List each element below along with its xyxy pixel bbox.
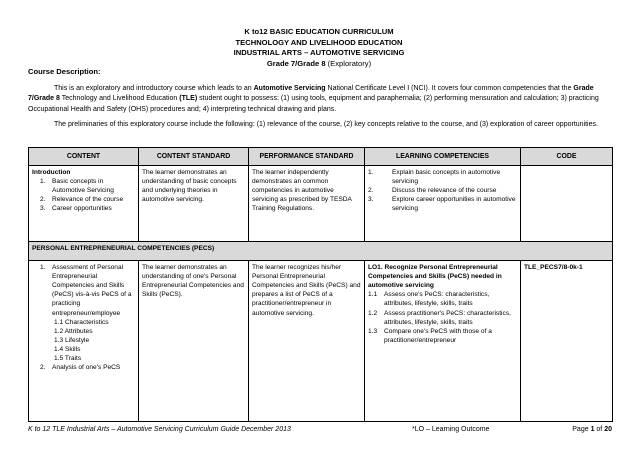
- pecs-content-cell: [29, 261, 139, 422]
- header-code: CODE: [521, 148, 613, 166]
- list-item: 1.5 Traits: [54, 355, 82, 363]
- header-content: CONTENT: [29, 148, 139, 166]
- curriculum-table: [28, 147, 613, 422]
- list-item: 1.1 Assess one's PeCS: characteristics, attributes, lifestyle, skills, traits: [368, 291, 490, 308]
- table-row-section-heading: [29, 242, 613, 261]
- table-row-pecs: [29, 261, 613, 422]
- list-item: 3. Explore career opportunities in automotive servicing: [368, 196, 516, 213]
- p1-text-g: student ought to possess: (1) using tools, equipment and paraphernalia; (2) performing mensuration and calculation; 3) practicing Occupational Health and Safety (OHS) procedures and; 4) interpreting technical drawing and plans.: [28, 95, 599, 113]
- p1-text-b: Automotive Servicing: [253, 85, 326, 92]
- course-description-paragraph-1: [28, 84, 610, 115]
- pecs-competencies-cell: [365, 261, 521, 422]
- page-number: Page 1 of 20: [572, 426, 612, 433]
- p1-text-c: National Certificate Level I (NCI). It covers four common competencies that the: [325, 85, 574, 92]
- grade-label: Grade 7/Grade 8: [266, 58, 326, 68]
- intro-title: Introduction: [32, 169, 71, 177]
- list-item: 1.3 Compare one's PeCS with those of a practitioner/entrepreneur: [368, 327, 492, 344]
- table-row-introduction: [29, 166, 613, 242]
- learning-outcome-title: LO1. Recognize Personal Entrepreneurial Competencies and Skills (PeCS) needed in automotive servicing: [368, 264, 502, 290]
- list-item: 1.3 Lifestyle: [54, 336, 90, 344]
- document-header: [0, 27, 638, 69]
- footer-document-title: K to 12 TLE Industrial Arts – Automotive Servicing Curriculum Guide December 2013: [28, 426, 291, 433]
- intro-performance-standard-cell: The learner independently demonstrates an common competencies in automotive servicing as prescribed by TESDA Training Regulations.: [249, 166, 365, 242]
- list-item: 1.2 Assess practitioner's PeCS: characteristics, attributes, lifestyle, skills, traits: [368, 309, 511, 326]
- list-item: 2. Relevance of the course: [40, 196, 124, 204]
- list-item: 1.2 Attributes: [54, 327, 93, 335]
- list-item: 1. Assessment of Personal Entrepreneurial Competencies and Skills (PeCS) vis-à-vis PeCS of a practicing entrepreneur/employee: [40, 264, 132, 317]
- pecs-content-standard-cell: The learner demonstrates an understanding of one's Personal Entrepreneurial Competencies and Skills (PeCS).: [139, 261, 249, 422]
- list-item: 1.4 Skills: [54, 345, 81, 353]
- header-performance-standard: PERFORMANCE STANDARD: [249, 148, 365, 166]
- list-item: 1. Explain basic concepts in automotive servicing: [368, 169, 501, 186]
- header-line-1: K to12 BASIC EDUCATION CURRICULUM: [244, 27, 394, 36]
- list-item: 1.1 Characteristics: [54, 318, 109, 326]
- p1-text-d: Grade 7/Grade 8: [28, 85, 594, 103]
- p1-text-e: Technology and Livelihood Education: [59, 95, 180, 103]
- intro-content-cell: [29, 166, 139, 242]
- p1-text-a: This is an exploratory and introductory course which leads to an: [54, 85, 254, 92]
- list-item: 2. Analysis of one's PeCS: [40, 364, 121, 372]
- table-header-row: [29, 148, 613, 166]
- intro-code-cell: [521, 166, 613, 242]
- p1-text-f: (TLE): [179, 95, 198, 103]
- pecs-performance-standard-cell: The learner recognizes his/her Personal Entrepreneurial Competencies and Skills (PeCS) and prepares a list of PeCS of a practitioner/entrepreneur in automotive servicing.: [249, 261, 365, 422]
- pecs-code-cell: TLE_PECS7/8-0k-1: [521, 261, 613, 422]
- exploratory-label: (Exploratory): [325, 58, 372, 68]
- footer-lo-note: *LO – Learning Outcome: [412, 426, 490, 433]
- header-content-standard: CONTENT STANDARD: [139, 148, 249, 166]
- intro-content-standard-cell: The learner demonstrates an understanding of basic concepts and underlying theories in automotive servicing.: [139, 166, 249, 242]
- intro-competencies-cell: [365, 166, 521, 242]
- list-item: 3. Career opportunities: [40, 205, 112, 213]
- course-description-label: Course Description:: [28, 67, 101, 76]
- list-item: 2. Discuss the relevance of the course: [368, 187, 497, 195]
- course-description-paragraph-2: The preliminaries of this exploratory course include the following: (1) relevance of the course, (2) key concepts relative to the course, and (3) exploration of career opportunities.: [54, 121, 598, 128]
- pecs-section-heading: PERSONAL ENTREPRENEURIAL COMPETENCIES (PECS): [29, 242, 613, 261]
- header-line-2: TECHNOLOGY AND LIVELIHOOD EDUCATION: [235, 37, 403, 47]
- list-item: 1. Basic concepts in Automotive Servicing: [40, 178, 114, 195]
- header-line-3: INDUSTRIAL ARTS – AUTOMOTIVE SERVICING: [233, 48, 405, 57]
- header-learning-competencies: LEARNING COMPETENCIES: [365, 148, 521, 166]
